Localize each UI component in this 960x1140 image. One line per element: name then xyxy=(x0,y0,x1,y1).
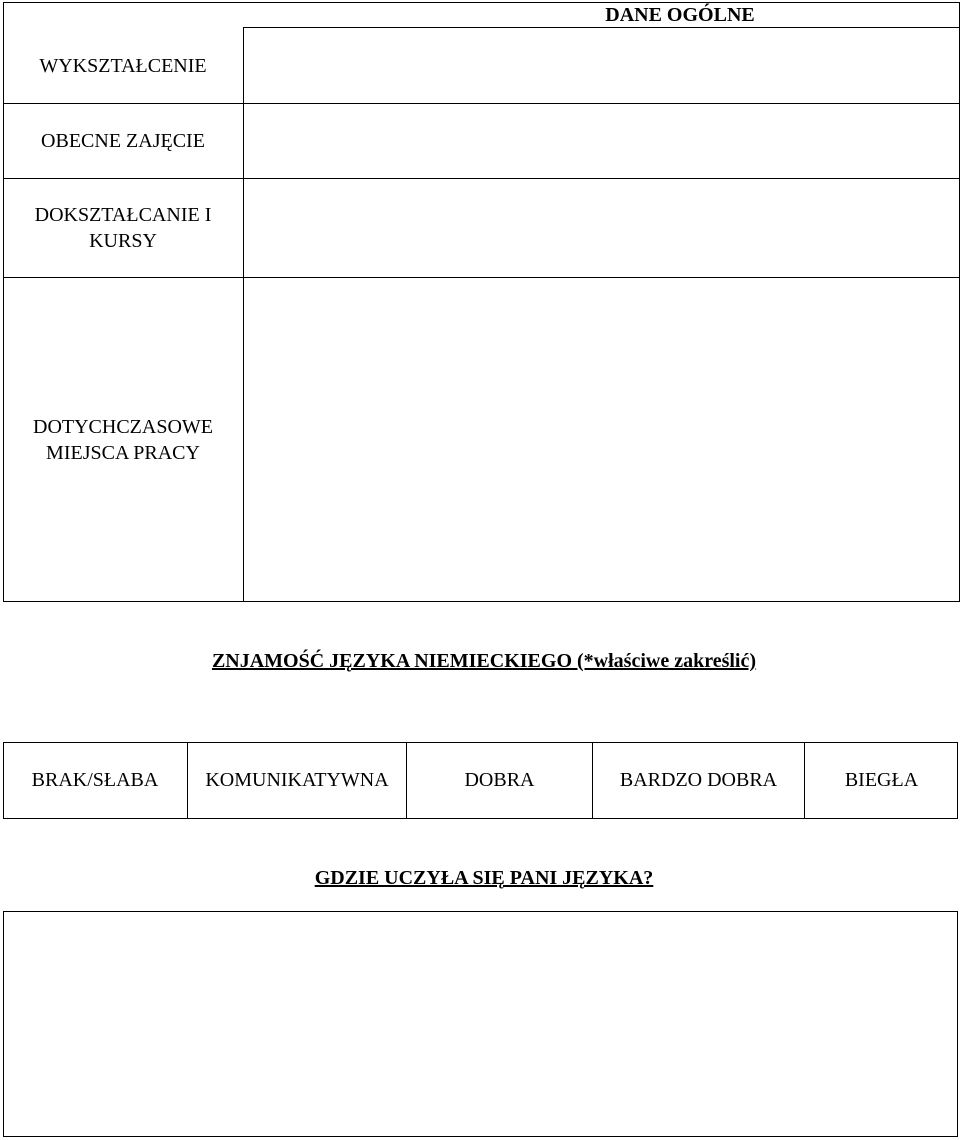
education-label: WYKSZTAŁCENIE xyxy=(39,54,207,77)
level-option-good[interactable]: DOBRA xyxy=(464,769,535,791)
column-divider xyxy=(243,27,244,602)
general-info-title: DANE OGÓLNE xyxy=(605,4,755,26)
level-option-fluent[interactable]: BIEGŁA xyxy=(844,769,919,791)
previous-workplaces-label: DOTYCHCZASOWE MIEJSCA PRACY xyxy=(33,416,213,464)
level-option-very-good[interactable]: BARDZO DOBRA xyxy=(619,769,778,791)
further-training-label: DOKSZTAŁCANIE I KURSY xyxy=(34,204,212,252)
level-option-none-weak[interactable]: BRAK/SŁABA xyxy=(31,769,159,791)
further-training-field[interactable] xyxy=(246,181,956,275)
previous-workplaces-field[interactable] xyxy=(246,280,956,598)
language-learning-answer-box[interactable] xyxy=(3,911,958,1137)
language-knowledge-heading: ZNJAMOŚĆ JĘZYKA NIEMIECKIEGO (*właściwe zakreślić) xyxy=(211,650,757,672)
current-occupation-field[interactable] xyxy=(246,106,956,176)
header-divider xyxy=(243,27,960,28)
language-learning-heading: GDZIE UCZYŁA SIĘ PANI JĘZYKA? xyxy=(314,867,654,889)
level-option-communicative[interactable]: KOMUNIKATYWNA xyxy=(205,769,389,791)
education-field[interactable] xyxy=(246,30,956,100)
current-occupation-label: OBECNE ZAJĘCIE xyxy=(41,130,205,152)
